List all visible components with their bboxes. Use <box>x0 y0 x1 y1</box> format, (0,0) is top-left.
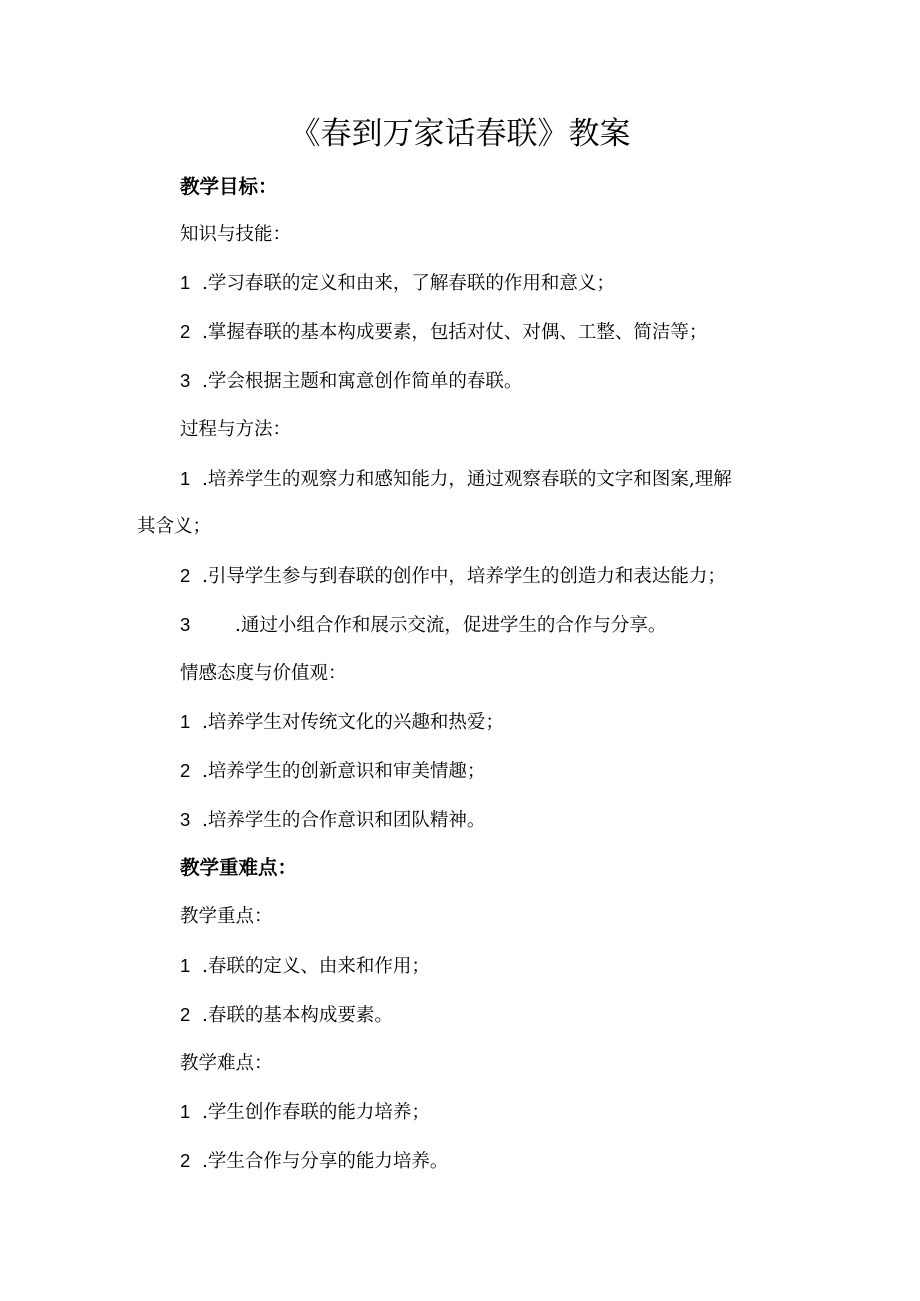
item-text: .通过小组合作和展示交流，促进学生的合作与分享。 <box>235 615 667 636</box>
list-item <box>180 610 666 641</box>
list-item-continuation: 其含义； <box>137 516 212 537</box>
item-text: .学生创作春联的能力培养； <box>202 1102 430 1123</box>
list-item <box>180 317 707 348</box>
list-item <box>180 1000 393 1031</box>
list-item <box>180 805 485 836</box>
subsection-label-difficulty: 教学难点： <box>180 1053 273 1074</box>
item-number: 2 <box>180 321 191 342</box>
list-item <box>180 268 615 299</box>
subsection-label-emotion: 情感态度与价值观： <box>180 663 347 684</box>
list-item <box>180 951 430 982</box>
list-item <box>180 561 726 592</box>
item-text: .学会根据主题和寓意创作简单的春联。 <box>202 371 523 392</box>
item-text: .学习春联的定义和由来，了解春联的作用和意义； <box>202 273 615 294</box>
section-heading-objectives: 教学目标： <box>180 175 278 198</box>
item-number: 1 <box>180 1101 191 1122</box>
item-number: 2 <box>180 565 191 586</box>
item-number: 3 <box>180 809 191 830</box>
item-number: 2 <box>180 760 191 781</box>
list-item <box>180 1097 430 1128</box>
item-number: 2 <box>180 1150 191 1171</box>
item-text: .培养学生对传统文化的兴趣和热爱； <box>202 712 504 733</box>
item-number: 3 <box>180 614 191 635</box>
list-item <box>180 1146 448 1177</box>
list-item <box>180 366 522 397</box>
subsection-label-process: 过程与方法： <box>180 419 292 440</box>
item-text: .培养学生的观察力和感知能力，通过观察春联的文字和图案,理解 <box>202 469 732 490</box>
item-number: 3 <box>180 370 191 391</box>
item-text: .掌握春联的基本构成要素，包括对仗、对偶、工整、简洁等； <box>202 322 708 343</box>
item-text: .培养学生的合作意识和团队精神。 <box>202 810 486 831</box>
list-item <box>180 464 732 495</box>
item-number: 2 <box>180 1004 191 1025</box>
item-number: 1 <box>180 468 191 489</box>
item-text: .春联的定义、由来和作用； <box>202 956 430 977</box>
item-text: .春联的基本构成要素。 <box>202 1005 393 1026</box>
subsection-label-focus: 教学重点： <box>180 906 273 927</box>
list-item <box>180 756 485 787</box>
item-number: 1 <box>180 955 191 976</box>
list-item <box>180 707 504 738</box>
subsection-label-knowledge: 知识与技能： <box>180 224 292 245</box>
item-text: .引导学生参与到春联的创作中，培养学生的创造力和表达能力； <box>202 566 726 587</box>
document-title: 《春到万家话春联》教案 <box>289 116 631 152</box>
section-heading-keypoints: 教学重难点： <box>180 856 298 879</box>
item-number: 1 <box>180 711 191 732</box>
item-text: .培养学生的创新意识和审美情趣； <box>202 761 486 782</box>
item-number: 1 <box>180 272 191 293</box>
item-text: .学生合作与分享的能力培养。 <box>202 1151 449 1172</box>
